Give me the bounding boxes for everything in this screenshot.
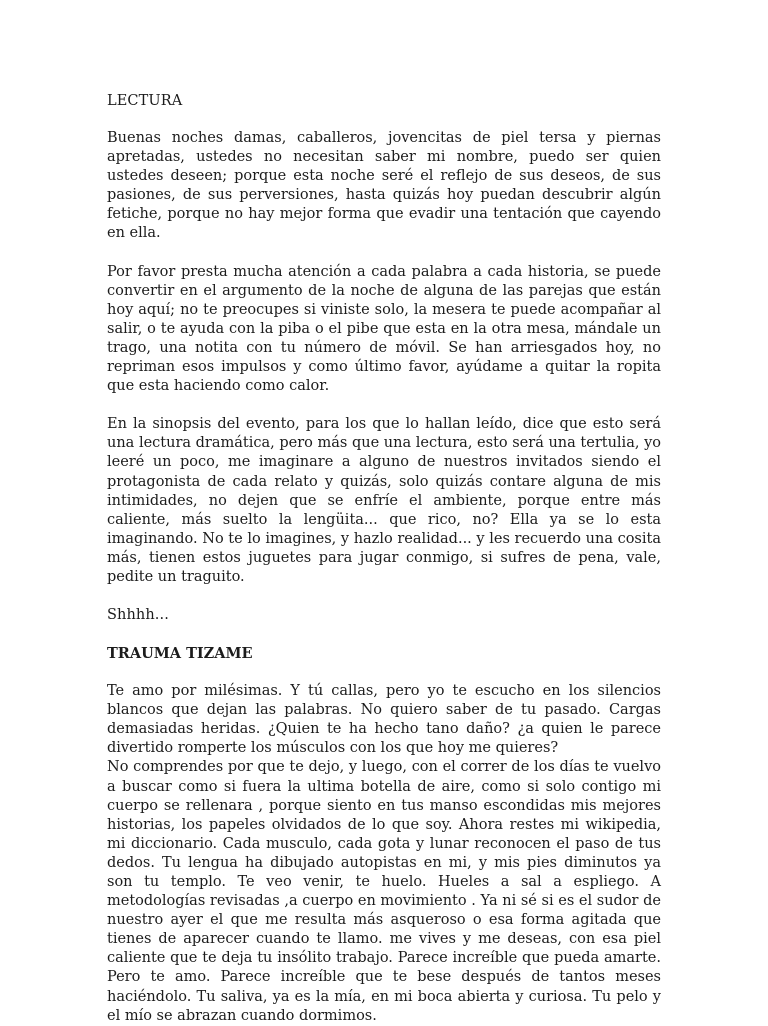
document-title: LECTURA	[107, 93, 183, 109]
interlude-text: Shhhh...	[107, 607, 169, 624]
paragraph-attention: Por favor presta mucha atención a cada palabra a cada historia, se puede convertir en el argumento de la noche de alguna de las parejas que están hoy aquí; no te preocupes si viniste solo, la mesera te puede acompañar al salir, o te ayuda con la piba o el pibe que esta en la otra mesa, mándale un trago, una notita con tu número de móvil. Se han arriesgados hoy, no repriman esos impulsos y como último favor, ayúdame a quitar la ropita que esta haciendo como calor.	[107, 263, 661, 395]
section-paragraph-1: Te amo por milésimas. Y tú callas, pero yo te escucho en los silencios blancos que dejan las palabras. No quiero saber de tu pasado. Cargas demasiadas heridas. ¿Quien te ha hecho tano daño? ¿a quien le parece divertido romperte los músculos con los que hoy me quieres?	[107, 683, 661, 757]
section-paragraph-2: No comprendes por que te dejo, y luego, con el correr de los días te vuelvo a buscar como si fuera la ultima botella de aire, como si solo contigo mi cuerpo se rellenara , porque siento en tus manso escondidas mis mejores historias, los papeles olvidados de lo que soy. Ahora restes mi wikipedia, mi diccionario. Cada musculo, cada gota y lunar reconocen el paso de tus dedos. Tu lengua ha dibujado autopistas en mi, y mis pies diminutos ya son tu templo. Te veo venir, te huelo. Hueles a sal a espliego. A metodologías revisadas ,a cuerpo en movimiento . Ya ni sé si es el sudor de nuestro ayer el que me resulta más asqueroso o esa forma agitada que tienes de aparecer cuando te llamo. me vives y me deseas, con esa piel caliente que te deja tu insólito trabajo. Parece increíble que pueda amarte. Pero te amo. Parece increíble que te bese después de tantos meses haciéndolo. Tu saliva, ya es la mía, en mi boca abierta y curiosa. Tu pelo y el mío se abrazan cuando dormimos.	[107, 759, 661, 1024]
paragraph-synopsis: En la sinopsis del evento, para los que lo hallan leído, dice que esto será una lectura dramática, pero más que una lectura, esto será una tertulia, yo leeré un poco, me imaginare a alguno de nuestros invitados siendo el protagonista de cada relato y quizás, solo quizás contare alguna de mis intimidades, no dejen que se enfríe el ambiente, porque entre más caliente, más suelto la lengüita... que rico, no? Ella ya se lo esta imaginando. No te lo imagines, y hazlo realidad... y les recuerdo una cosita más, tienen estos juguetes para jugar conmigo, si sufres de pena, vale, pedite un traguito.	[107, 416, 661, 585]
document-page	[107, 92, 661, 1026]
paragraph-intro: Buenas noches damas, caballeros, jovencitas de piel tersa y piernas apretadas, ustedes no necesitan saber mi nombre, puedo ser quien ustedes deseen; porque esta noche seré el reflejo de sus deseos, de sus pasiones, de sus perversiones, hasta quizás hoy puedan descubrir algún fetiche, porque no hay mejor forma que evadir una tentación que cayendo en ella.	[107, 130, 661, 242]
section-title: TRAUMA TIZAME	[107, 645, 253, 663]
